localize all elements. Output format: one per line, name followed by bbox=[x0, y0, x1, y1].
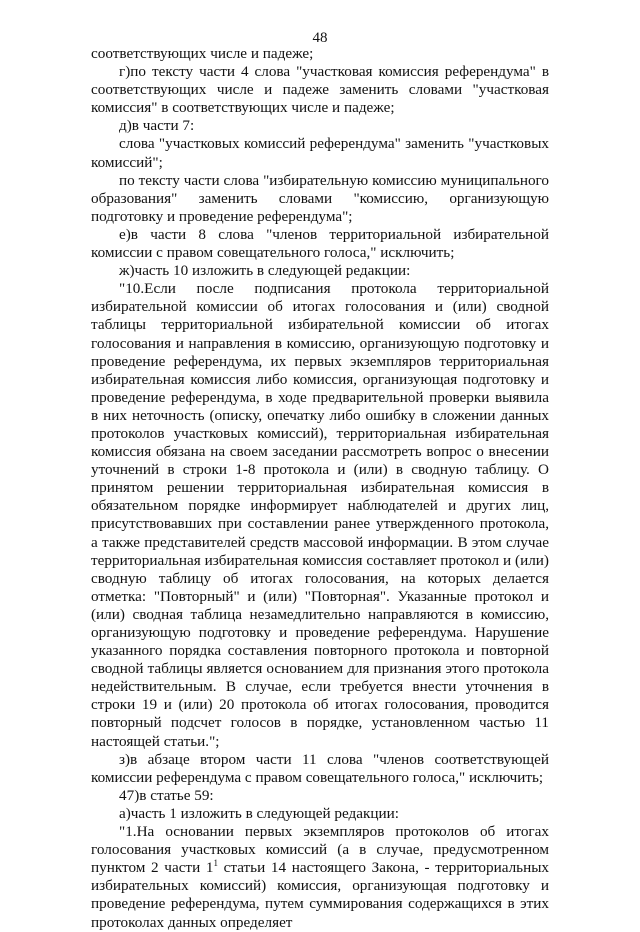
paragraph-item-d-words: слова "участковых комиссий референдума" заменить "участковых комиссий"; bbox=[91, 135, 549, 171]
paragraph-item-e: е)в части 8 слова "членов территориальной избирательной комиссии с правом совещательного голоса," исключить; bbox=[91, 225, 549, 262]
paragraph-item-a: а)часть 1 изложить в следующей редакции: bbox=[119, 804, 400, 822]
paragraph-part-1 bbox=[91, 823, 549, 932]
paragraph-part-10: "10.Если после подписания протокола территориальной избирательной комиссии об итогах голосования и (или) сводной таблицы территориальной избирательной комиссии об итогах голосования и направления в комиссию, организующую подготовку и проведение референдума, их первых экземпляров территориальная избирательная комиссия либо комиссия, организующая подготовку и проведение референдума, в ходе предварительной проверки выявила в них неточность (описку, опечатку либо ошибку в сложении данных протоколов участковых комиссий), территориальная избирательная комиссия обязана на своем заседании рассмотреть вопрос о внесении уточнений в строки 1-8 протокола и (или) в сводную таблицу. О принятом решении территориальная избирательная комиссия в обязательном порядке информирует наблюдателей и других лиц, присутствовавших при составлении ранее утвержденного протокола, а также представителей средств массовой информации. В этом случае территориальная избирательная комиссия составляет протокол и (или) сводную таблицу об итогах голосования, на которых делается отметка: "Повторный" и (или) "Повторная". Указанные протокол и (или) сводная таблица незамедлительно направляются в комиссию, организующую подготовку и проведение референдума. Нарушение указанного порядка составления повторного протокола и повторной сводной таблицы является основанием для признания этого протокола недействительным. В случае, если требуется внести уточнения в строки 19 и (или) 20 протокола об итогах голосования, проводится повторный подсчет голосов в порядке, установленном частью 11 настоящей статьи."; bbox=[91, 280, 549, 750]
part-1-text-start: "1.На основании первых экземпляров протоколов об итогах голосования участковых комиссий (а в случае, предусмотренном пунктом 2 части 1 bbox=[91, 823, 549, 877]
paragraph-item-d: д)в части 7: bbox=[119, 117, 195, 135]
paragraph-item-z: з)в абзаце втором части 11 слова "членов соответствующей комиссии референдума с правом совещательного голоса," исключить; bbox=[91, 750, 549, 786]
paragraph-item-g: г)по тексту части 4 слова "участковая комиссия референдума" в соответствующих числе и падеже заменить словами "участковая комиссия" в соответствующих числе и падеже; bbox=[91, 63, 549, 117]
paragraph-item-d-text: по тексту части слова "избирательную комиссию муниципального образования" заменить словами "комиссию, организующую подготовку и проведение референдума"; bbox=[91, 171, 549, 225]
paragraph-item-47: 47)в статье 59: bbox=[119, 786, 214, 804]
paragraph-continuation: соответствующих числе и падеже; bbox=[91, 45, 314, 62]
paragraph-item-zh: ж)часть 10 изложить в следующей редакции: bbox=[119, 262, 411, 280]
part-1-text-end: статьи 14 настоящего Закона, - территориальных избирательных комиссий) комиссия, организующая подготовку и проведение референдума, путем суммирования содержащихся в этих протоколах данных определяет bbox=[91, 859, 550, 931]
document-body bbox=[91, 45, 549, 932]
page-number: 48 bbox=[312, 30, 328, 46]
part-1-superscript: 1 bbox=[213, 858, 218, 869]
